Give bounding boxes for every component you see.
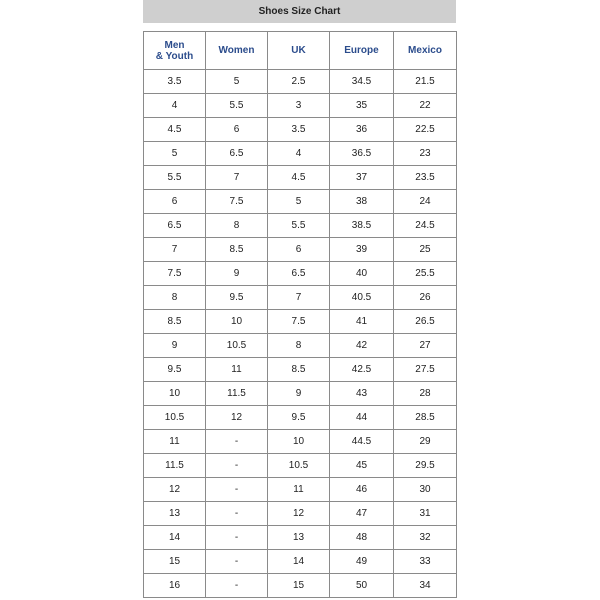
cell-europe: 44 (330, 406, 394, 430)
cell-uk: 5 (268, 190, 330, 214)
table-row (144, 310, 457, 334)
cell-mexico: 22 (394, 94, 457, 118)
table-row (144, 334, 457, 358)
cell-men-youth: 3.5 (144, 70, 206, 94)
cell-women: 5 (206, 70, 268, 94)
cell-uk: 9.5 (268, 406, 330, 430)
cell-uk: 14 (268, 550, 330, 574)
cell-europe: 36.5 (330, 142, 394, 166)
table-row (144, 94, 457, 118)
cell-uk: 3.5 (268, 118, 330, 142)
cell-uk: 13 (268, 526, 330, 550)
cell-uk: 9 (268, 382, 330, 406)
table-row (144, 190, 457, 214)
cell-women: 9.5 (206, 286, 268, 310)
cell-uk: 8.5 (268, 358, 330, 382)
cell-mexico: 24.5 (394, 214, 457, 238)
cell-men-youth: 6.5 (144, 214, 206, 238)
cell-women: 10.5 (206, 334, 268, 358)
cell-europe: 41 (330, 310, 394, 334)
header-row (144, 32, 457, 70)
cell-women: 10 (206, 310, 268, 334)
cell-europe: 38 (330, 190, 394, 214)
cell-men-youth: 9.5 (144, 358, 206, 382)
cell-uk: 8 (268, 334, 330, 358)
cell-women: 7.5 (206, 190, 268, 214)
cell-europe: 43 (330, 382, 394, 406)
cell-mexico: 21.5 (394, 70, 457, 94)
cell-uk: 4 (268, 142, 330, 166)
table-row (144, 454, 457, 478)
table-body (144, 70, 457, 598)
cell-uk: 3 (268, 94, 330, 118)
cell-women: 6 (206, 118, 268, 142)
cell-mexico: 29.5 (394, 454, 457, 478)
cell-mexico: 24 (394, 190, 457, 214)
table-row (144, 526, 457, 550)
cell-mexico: 26 (394, 286, 457, 310)
cell-women: 8.5 (206, 238, 268, 262)
cell-europe: 40 (330, 262, 394, 286)
cell-europe: 36 (330, 118, 394, 142)
cell-men-youth: 8.5 (144, 310, 206, 334)
cell-men-youth: 16 (144, 574, 206, 598)
cell-women: 12 (206, 406, 268, 430)
cell-women: - (206, 550, 268, 574)
cell-men-youth: 9 (144, 334, 206, 358)
cell-women: 8 (206, 214, 268, 238)
column-header-label: Women (218, 45, 255, 56)
cell-men-youth: 10.5 (144, 406, 206, 430)
cell-uk: 7.5 (268, 310, 330, 334)
cell-europe: 34.5 (330, 70, 394, 94)
column-header-label: Men & Youth (155, 39, 194, 62)
cell-mexico: 23.5 (394, 166, 457, 190)
chart-title: Shoes Size Chart (143, 0, 456, 23)
table-row (144, 70, 457, 94)
cell-men-youth: 15 (144, 550, 206, 574)
cell-women: 7 (206, 166, 268, 190)
cell-men-youth: 12 (144, 478, 206, 502)
cell-men-youth: 10 (144, 382, 206, 406)
cell-europe: 48 (330, 526, 394, 550)
column-header-europe (330, 32, 394, 70)
column-header-mexico (394, 32, 457, 70)
cell-mexico: 25 (394, 238, 457, 262)
column-header-label: Mexico (408, 45, 442, 56)
cell-europe: 42.5 (330, 358, 394, 382)
column-header-uk (268, 32, 330, 70)
table-row (144, 286, 457, 310)
cell-women: - (206, 430, 268, 454)
cell-mexico: 30 (394, 478, 457, 502)
cell-women: 11 (206, 358, 268, 382)
cell-mexico: 25.5 (394, 262, 457, 286)
cell-men-youth: 6 (144, 190, 206, 214)
cell-europe: 40.5 (330, 286, 394, 310)
cell-mexico: 29 (394, 430, 457, 454)
column-header-men-youth (144, 32, 206, 70)
cell-mexico: 22.5 (394, 118, 457, 142)
cell-mexico: 34 (394, 574, 457, 598)
cell-uk: 11 (268, 478, 330, 502)
table-row (144, 166, 457, 190)
cell-mexico: 28 (394, 382, 457, 406)
table-row (144, 478, 457, 502)
cell-men-youth: 11.5 (144, 454, 206, 478)
column-header-women (206, 32, 268, 70)
cell-europe: 42 (330, 334, 394, 358)
cell-uk: 15 (268, 574, 330, 598)
table-row (144, 142, 457, 166)
column-header-label: UK (291, 45, 306, 56)
cell-women: 6.5 (206, 142, 268, 166)
cell-europe: 37 (330, 166, 394, 190)
cell-europe: 49 (330, 550, 394, 574)
cell-uk: 4.5 (268, 166, 330, 190)
cell-uk: 12 (268, 502, 330, 526)
cell-uk: 2.5 (268, 70, 330, 94)
cell-men-youth: 7 (144, 238, 206, 262)
cell-mexico: 31 (394, 502, 457, 526)
table-row (144, 214, 457, 238)
cell-europe: 46 (330, 478, 394, 502)
cell-uk: 6 (268, 238, 330, 262)
cell-uk: 10 (268, 430, 330, 454)
cell-mexico: 28.5 (394, 406, 457, 430)
cell-men-youth: 14 (144, 526, 206, 550)
table-row (144, 550, 457, 574)
table-row (144, 262, 457, 286)
cell-mexico: 27 (394, 334, 457, 358)
cell-uk: 10.5 (268, 454, 330, 478)
column-header-label: Europe (344, 45, 379, 56)
cell-women: - (206, 574, 268, 598)
cell-europe: 39 (330, 238, 394, 262)
cell-women: 11.5 (206, 382, 268, 406)
cell-europe: 44.5 (330, 430, 394, 454)
table-row (144, 358, 457, 382)
cell-uk: 5.5 (268, 214, 330, 238)
cell-mexico: 33 (394, 550, 457, 574)
table-row (144, 502, 457, 526)
cell-men-youth: 8 (144, 286, 206, 310)
cell-europe: 38.5 (330, 214, 394, 238)
cell-mexico: 32 (394, 526, 457, 550)
cell-women: - (206, 502, 268, 526)
cell-europe: 45 (330, 454, 394, 478)
cell-women: - (206, 526, 268, 550)
table-row (144, 406, 457, 430)
cell-women: 9 (206, 262, 268, 286)
size-table (143, 31, 457, 598)
cell-mexico: 27.5 (394, 358, 457, 382)
table-row (144, 382, 457, 406)
table-row (144, 574, 457, 598)
table-row (144, 118, 457, 142)
cell-men-youth: 5 (144, 142, 206, 166)
cell-uk: 6.5 (268, 262, 330, 286)
cell-women: - (206, 478, 268, 502)
cell-men-youth: 5.5 (144, 166, 206, 190)
cell-men-youth: 4.5 (144, 118, 206, 142)
cell-men-youth: 11 (144, 430, 206, 454)
cell-europe: 35 (330, 94, 394, 118)
cell-women: - (206, 454, 268, 478)
cell-men-youth: 13 (144, 502, 206, 526)
cell-uk: 7 (268, 286, 330, 310)
cell-mexico: 26.5 (394, 310, 457, 334)
cell-mexico: 23 (394, 142, 457, 166)
cell-men-youth: 4 (144, 94, 206, 118)
table-row (144, 238, 457, 262)
table-row (144, 430, 457, 454)
cell-europe: 50 (330, 574, 394, 598)
cell-europe: 47 (330, 502, 394, 526)
cell-men-youth: 7.5 (144, 262, 206, 286)
cell-women: 5.5 (206, 94, 268, 118)
